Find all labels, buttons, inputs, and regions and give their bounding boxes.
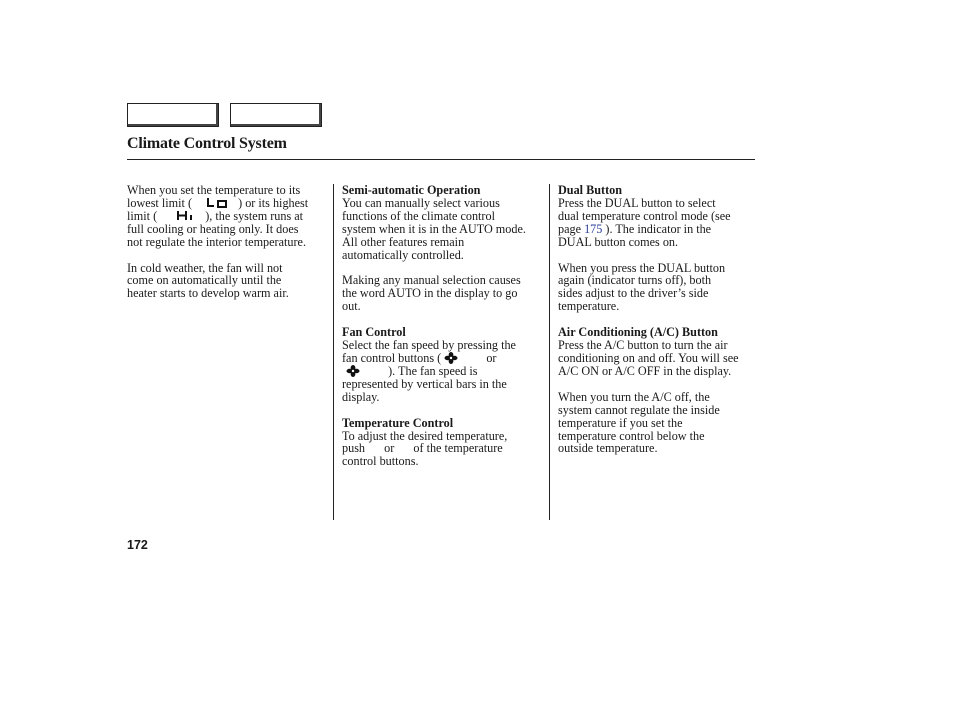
text-line: lowest limit ( ) or its highest: [127, 195, 309, 210]
text-line: system when it is in the AUTO mode.: [342, 221, 526, 236]
text-line: heater starts to develop warm air.: [127, 286, 289, 301]
section-heading-temperature-control: Temperature Control: [342, 415, 454, 430]
page-175-link[interactable]: 175: [584, 221, 603, 236]
text-line: temperature.: [558, 299, 620, 314]
fan-icon: [444, 352, 458, 364]
text-line: represented by vertical bars in the: [342, 376, 507, 391]
text-line: the word AUTO in the display to go: [342, 286, 518, 301]
text-line: limit ( ), the system runs at: [127, 208, 304, 223]
text-line: temperature if you set the: [558, 415, 683, 430]
page-number: 172: [127, 538, 148, 552]
text-line: conditioning on and off. You will see: [558, 350, 739, 365]
column-1: [127, 184, 330, 300]
text-line: sides adjust to the driver’s side: [558, 286, 709, 301]
nav-button-previous[interactable]: [127, 103, 219, 127]
text-line: fan control buttons ( or: [342, 350, 497, 365]
column-divider: [549, 184, 550, 520]
text-line: display.: [342, 389, 380, 404]
text-line: Select the fan speed by pressing the: [342, 338, 516, 353]
text-line: control buttons.: [342, 454, 419, 469]
text-line: automatically controlled.: [342, 247, 464, 262]
text-line: Press the DUAL button to select: [558, 195, 716, 210]
section-heading-ac-button: Air Conditioning (A/C) Button: [558, 325, 718, 340]
text-line: again (indicator turns off), both: [558, 273, 712, 288]
nav-button-shadow: [128, 104, 218, 126]
nav-button-shadow: [231, 104, 321, 126]
text-line: Making any manual selection causes: [342, 273, 521, 288]
section-heading-fan-control: Fan Control: [342, 325, 406, 340]
column-2: [342, 184, 544, 468]
title-rule: [127, 159, 755, 160]
nav-button-contents[interactable]: [230, 103, 322, 127]
text-line: functions of the climate control: [342, 208, 495, 223]
text-line: When you turn the A/C off, the: [558, 389, 710, 404]
text-line: full cooling or heating only. It does: [127, 221, 299, 236]
fan-icon: [346, 365, 360, 377]
text-line: ). The fan speed is: [342, 365, 544, 378]
text-line: system cannot regulate the inside: [558, 402, 720, 417]
text-line: dual temperature control mode (see: [558, 208, 731, 223]
text-line: All other features remain: [342, 234, 465, 249]
text-line: A/C ON or A/C OFF in the display.: [558, 363, 732, 378]
section-heading-semi-auto: Semi-automatic Operation: [342, 183, 481, 197]
text-line: temperature control below the: [558, 428, 705, 443]
column-3: [558, 184, 754, 455]
text-line: Press the A/C button to turn the air: [558, 338, 728, 353]
section-heading-dual-button: Dual Button: [558, 183, 623, 197]
column-divider: [333, 184, 334, 520]
text-line: When you set the temperature to its: [127, 183, 301, 197]
text-line: To adjust the desired temperature,: [342, 428, 508, 443]
text-line: not regulate the interior temperature.: [127, 234, 307, 249]
text-line: out.: [342, 299, 361, 314]
text-line: page 175 ). The indicator in the: [558, 221, 712, 236]
lo-display-icon: [195, 197, 235, 209]
text-line: DUAL button comes on.: [558, 234, 679, 249]
text-line: In cold weather, the fan will not: [127, 260, 283, 275]
hi-display-icon: [160, 210, 202, 222]
text-line: come on automatically until the: [127, 273, 282, 288]
text-line: When you press the DUAL button: [558, 260, 726, 275]
text-line: You can manually select various: [342, 195, 500, 210]
text-line: push or of the temperature: [342, 441, 503, 456]
page-title: Climate Control System: [127, 135, 287, 152]
text-line: outside temperature.: [558, 441, 658, 456]
